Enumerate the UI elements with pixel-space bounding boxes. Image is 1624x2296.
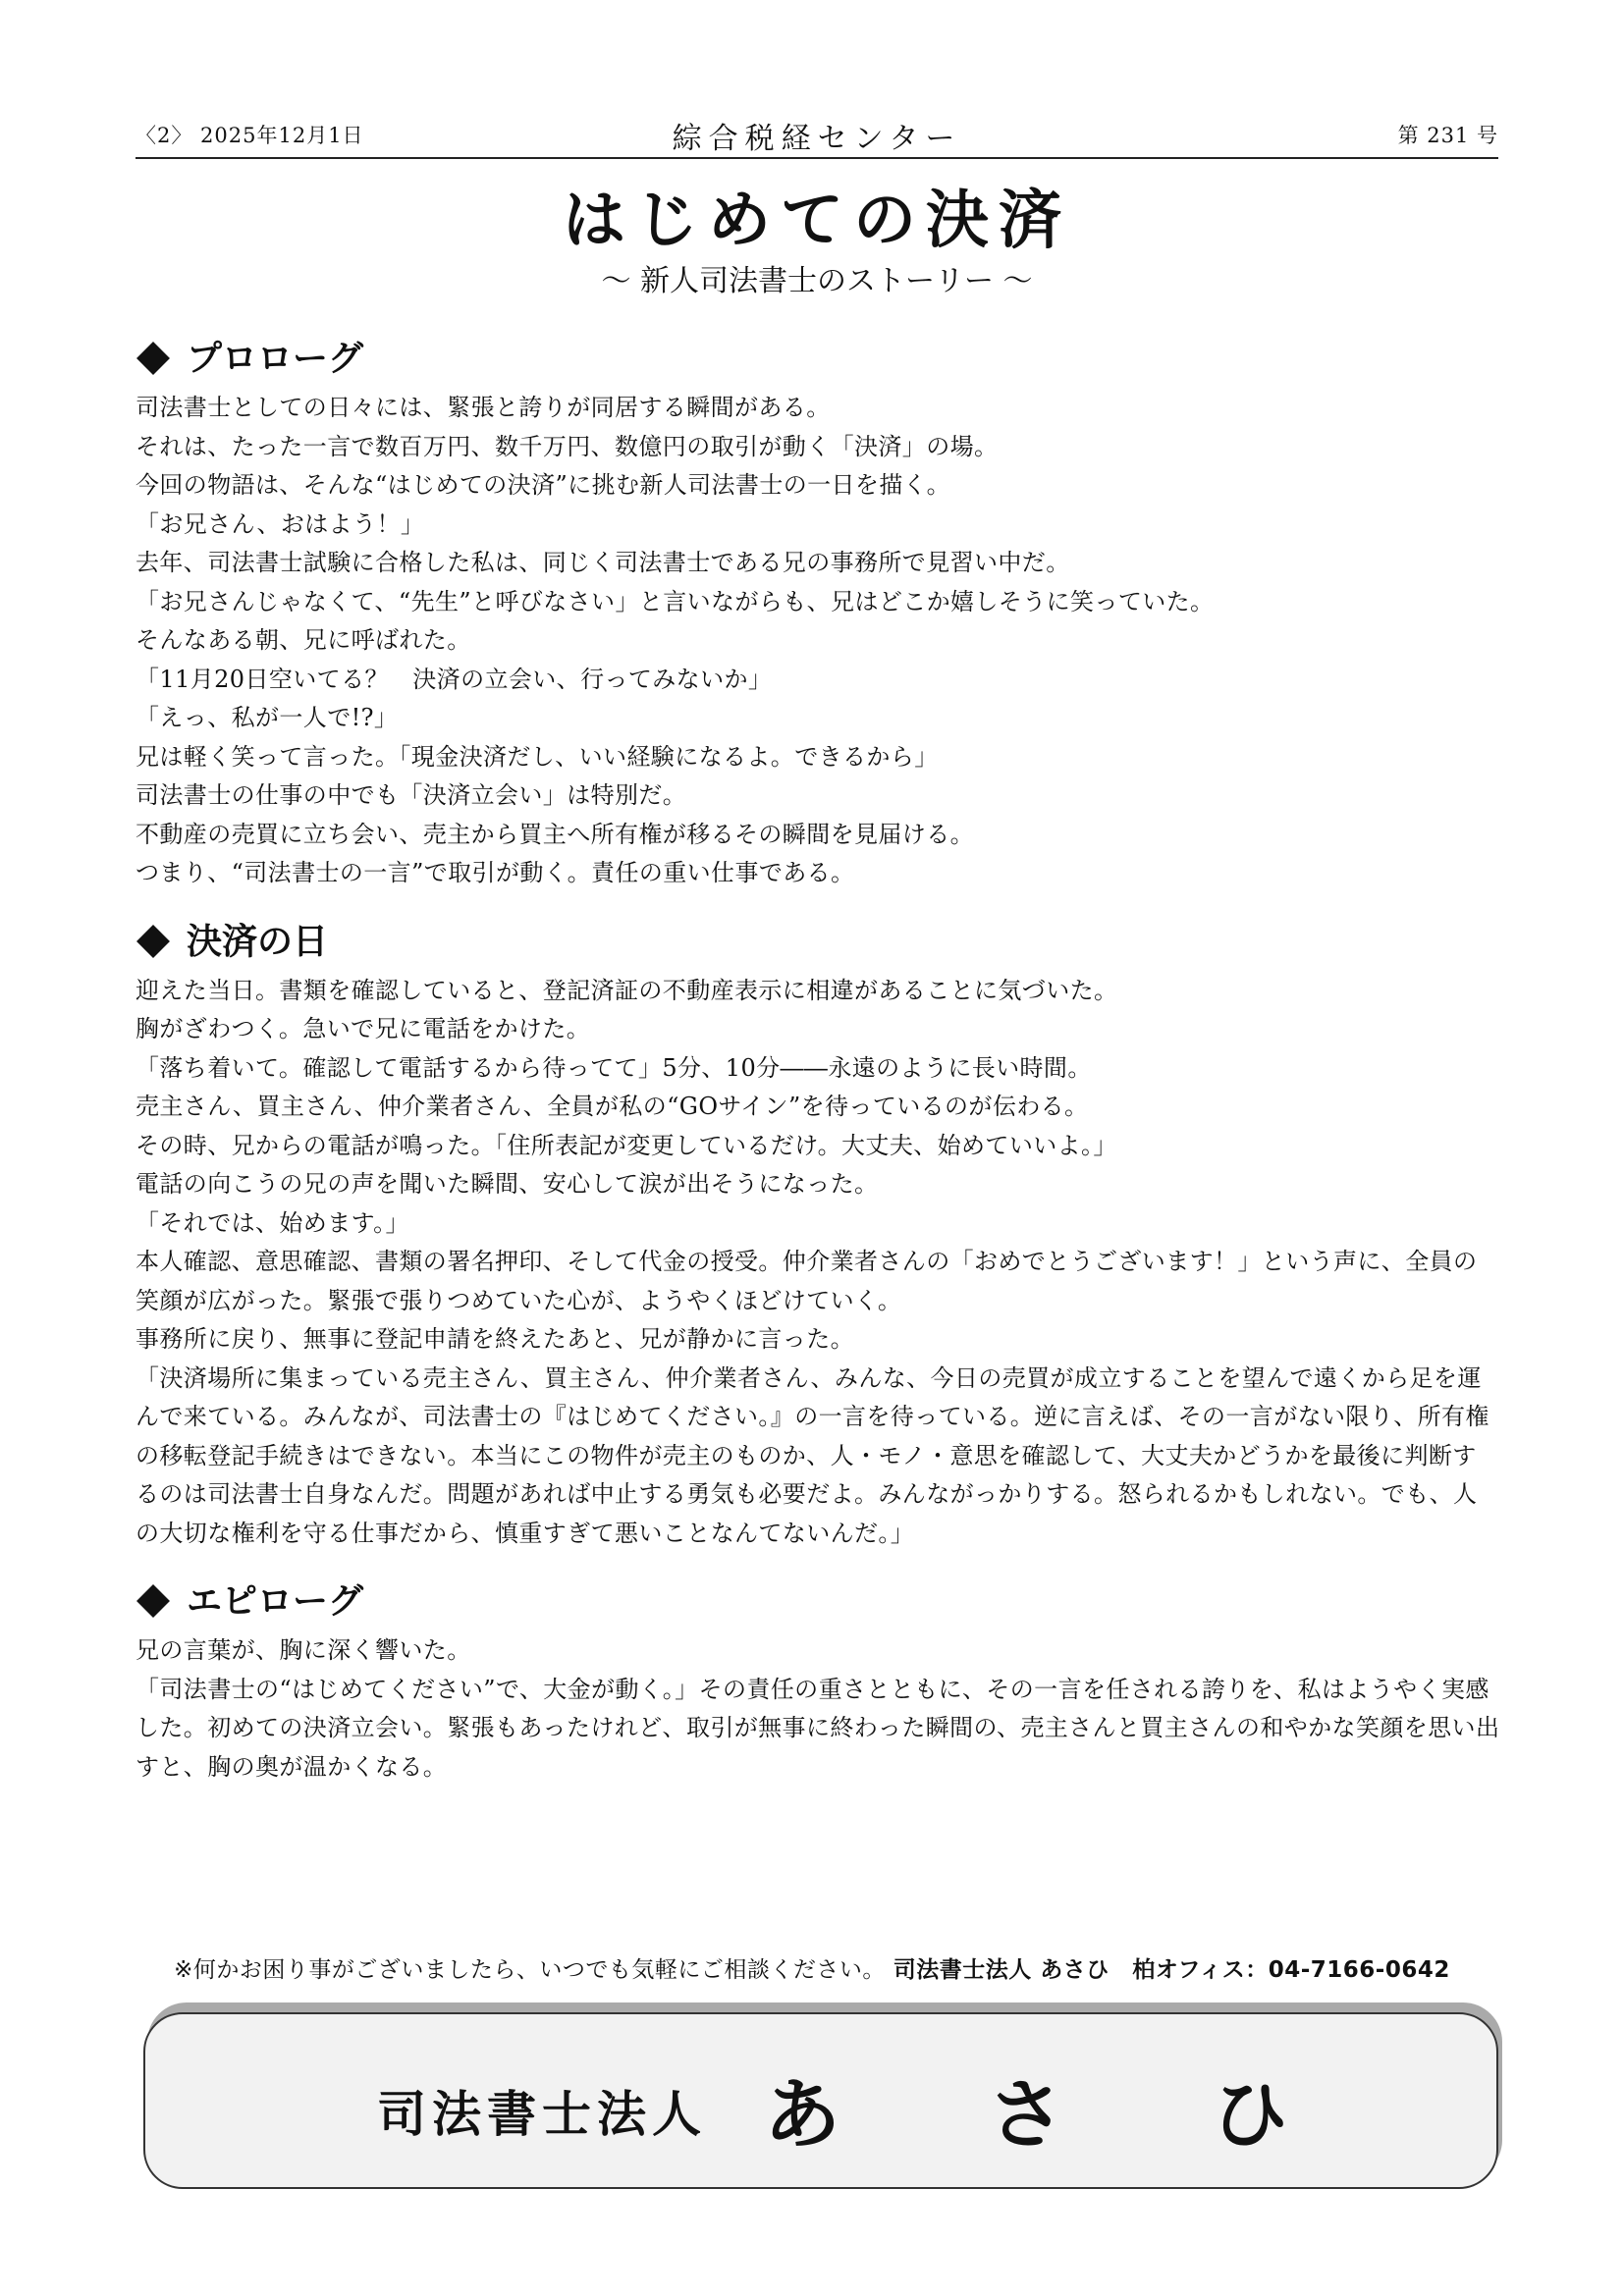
paragraph: 事務所に戻り、無事に登記申請を終えたあと、兄が静かに言った。 (135, 1325, 854, 1353)
section-prologue (135, 332, 1500, 893)
paragraph: 「司法書士の“はじめてください”で、大金が動く。」その責任の重さとともに、その一言を任される誇りを、私はようやく実感した。初めての決済立会い。緊張もあったけれど、取引が無事に終わった瞬間の、売主さんと買主さんの和やかな笑顔を思い出すと、胸の奥が温かくなる。 (135, 1675, 1500, 1781)
section-epilogue (135, 1575, 1500, 1787)
contact-note: ※何かお困り事がございましたら、いつでも気軽にご相談ください。 (174, 1957, 886, 1983)
paragraph: 兄の言葉が、胸に深く響いた。 (135, 1636, 471, 1664)
section-heading (135, 915, 1500, 968)
page-title: はじめての決済 (563, 184, 1071, 257)
contact-office-phone: 司法書士法人 あさひ 柏オフィス：04-7166-0642 (893, 1957, 1450, 1983)
section-heading-text: プロローグ (187, 338, 364, 379)
issue-number: 第 231 号 (1397, 124, 1498, 147)
section-settlement-day (135, 915, 1500, 1554)
paragraph: つまり、“司法書士の一言”で取引が動く。責任の重い仕事である。 (135, 859, 855, 886)
article-body (135, 332, 1500, 1808)
contact-line (0, 1951, 1624, 1984)
paragraph: 「落ち着いて。確認して電話するから待ってて」5分、10分――永遠のように長い時間。 (135, 1053, 1092, 1082)
firm-name: あさひ (764, 2070, 1436, 2160)
paragraph: 司法書士の仕事の中でも「決済立会い」は特別だ。 (135, 781, 687, 809)
paragraph: 本人確認、意思確認、書類の署名押印、そして代金の授受。仲介業者さんの「おめでとうございます！」という声に、全員の笑顔が広がった。緊張で張りつめていた心が、ようやくほどけていく。 (135, 1248, 1478, 1314)
firm-banner (143, 2012, 1498, 2189)
paragraph: それは、たった一言で数百万円、数千万円、数億円の取引が動く「決済」の場。 (135, 432, 999, 460)
issue-date: 〈2〉 2025年12月1日 (135, 124, 364, 147)
paragraph: 兄は軽く笑って言った。「現金決済だし、いい経験になるよ。できるから」 (135, 742, 939, 771)
paragraph: 電話の向こうの兄の声を聞いた瞬間、安心して涙が出そうになった。 (135, 1170, 879, 1198)
section-heading (135, 332, 1500, 385)
paragraph: 「えっ、私が一人で!?」 (135, 704, 399, 731)
paragraph: 迎えた当日。書類を確認していると、登記済証の不動産表示に相違があることに気づいた。 (135, 976, 1118, 1004)
section-heading (135, 1575, 1500, 1628)
paragraph: 「決済場所に集まっている売主さん、買主さん、仲介業者さん、みんな、今日の売買が成立することを望んで遠くから足を運んで来ている。みんなが、司法書士の『はじめてください。』の一言を待っている。逆に言えば、その一言がない限り、所有権の移転登記手続きはできない。本当にこの物件が売主のものか、人・モノ・意思を確認して、大丈夫かどうかを最後に判断するのは司法書士自身なんだ。問題があれば中止する勇気も必要だよ。みんながっかりする。怒られるかもしれない。でも、人の大切な権利を守る仕事だから、慎重すぎて悪いことなんてないんだ。」 (135, 1363, 1489, 1547)
paragraph: 今回の物語は、そんな“はじめての決済”に挑む新人司法書士の一日を描く。 (135, 471, 951, 499)
newsletter-name: 綜合税経センター (672, 122, 962, 156)
diamond-bullet-icon (136, 1584, 170, 1618)
paragraph: そんなある朝、兄に呼ばれた。 (135, 626, 471, 654)
newsletter-header (135, 114, 1498, 159)
paragraph: 「それでは、始めます。」 (135, 1208, 409, 1237)
firm-type: 司法書士法人 (377, 2085, 707, 2143)
section-heading-text: 決済の日 (187, 920, 329, 962)
page-subtitle: 〜 新人司法書士のストーリー 〜 (601, 264, 1033, 298)
paragraph: その時、兄からの電話が鳴った。「住所表記が変更しているだけ。大丈夫、始めていいよ。」 (135, 1131, 1117, 1159)
paragraph: 胸がざわつく。急いで兄に電話をかけた。 (135, 1015, 591, 1042)
paragraph: 売主さん、買主さん、仲介業者さん、全員が私の“GOサイン”を待っているのが伝わる。 (135, 1093, 1089, 1120)
paragraph: 「11月20日空いてる？ 決済の立会い、行ってみないか」 (135, 665, 773, 693)
paragraph: 「お兄さん、おはよう！」 (135, 509, 425, 538)
diamond-bullet-icon (136, 342, 170, 375)
paragraph: 不動産の売買に立ち会い、売主から買主へ所有権が移るその瞬間を見届ける。 (135, 820, 974, 848)
title-block (135, 182, 1498, 301)
diamond-bullet-icon (136, 925, 170, 958)
section-heading-text: エピローグ (187, 1580, 364, 1622)
paragraph: 「お兄さんじゃなくて、“先生”と呼びなさい」と言いながらも、兄はどこか嬉しそうに笑っていた。 (135, 587, 1215, 615)
paragraph: 去年、司法書士試験に合格した私は、同じく司法書士である兄の事務所で見習い中だ。 (135, 549, 1070, 576)
paragraph: 司法書士としての日々には、緊張と誇りが同居する瞬間がある。 (135, 394, 831, 421)
